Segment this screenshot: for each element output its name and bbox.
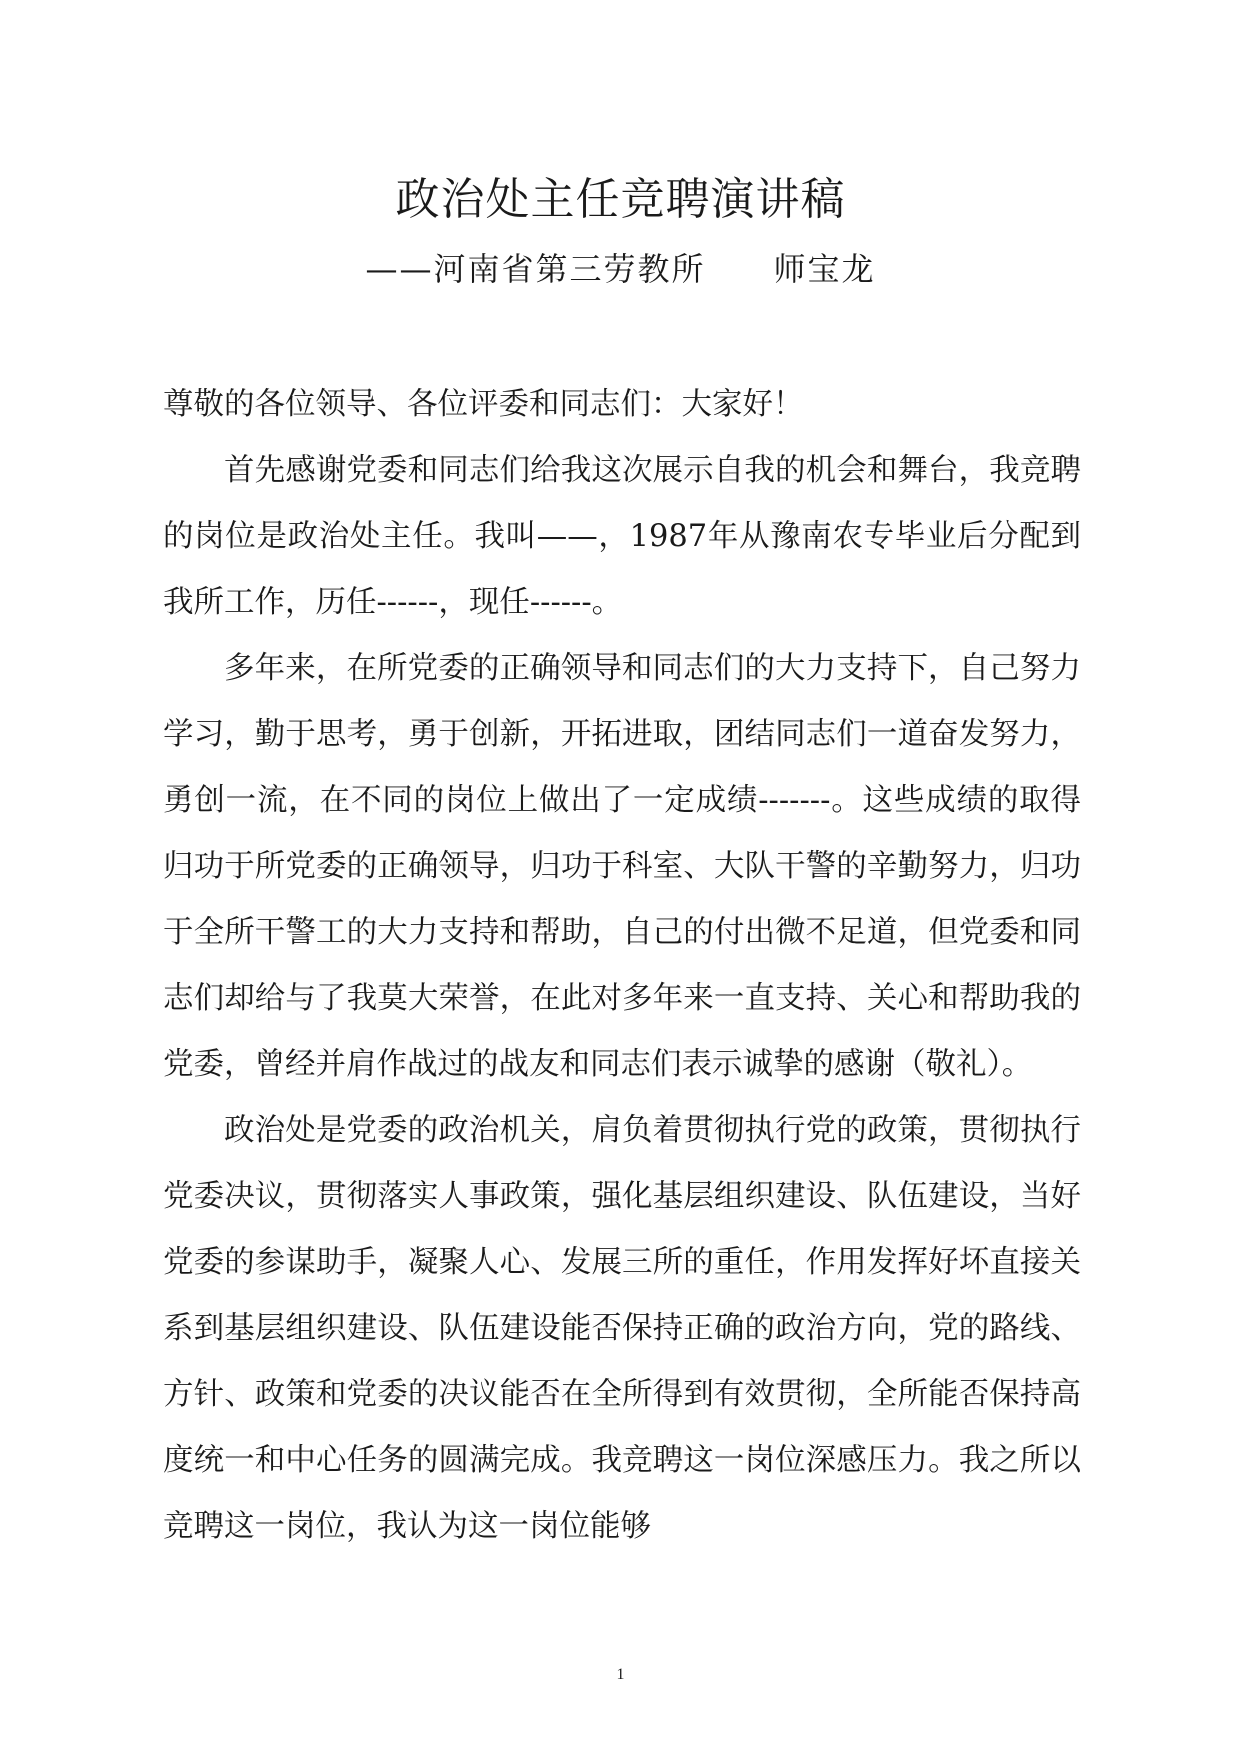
body-paragraph: 多年来，在所党委的正确领导和同志们的大力支持下，自己努力学习，勤于思考，勇于创新，开拓进取，团结同志们一道奋发努力，勇创一流，在不同的岗位上做出了一定成绩-------。这些成绩的取得归功于所党委的正确领导，归功于科室、大队干警的辛勤努力，归功于全所干警工的大力支持和帮助，自己的付出微不足道，但党委和同志们却给与了我莫大荣誉，在此对多年来一直支持、关心和帮助我的党委，曾经并肩作战过的战友和同志们表示诚挚的感谢（敬礼）。 — [163, 651, 1081, 1082]
body-paragraph: 政治处是党委的政治机关，肩负着贯彻执行党的政策，贯彻执行党委决议，贯彻落实人事政策，强化基层组织建设、队伍建设，当好党委的参谋助手，凝聚人心、发展三所的重任，作用发挥好坏直接关系到基层组织建设、队伍建设能否保持正确的政治方向，党的路线、方针、政策和党委的决议能否在全所得到有效贯彻，全所能否保持高度统一和中心任务的圆满完成。我竞聘这一岗位深感压力。我之所以竞聘这一岗位，我认为这一岗位能够 — [163, 1113, 1081, 1544]
page-number: 1 — [616, 1666, 625, 1683]
greeting-paragraph: 尊敬的各位领导、各位评委和同志们：大家好！ — [163, 387, 804, 422]
document-subtitle: ——河南省第三劳教所 师宝龙 — [365, 250, 876, 288]
body-paragraph: 首先感谢党委和同志们给我这次展示自我的机会和舞台，我竞聘的岗位是政治处主任。我叫——，1987年从豫南农专毕业后分配到我所工作，历任------，现任------。 — [163, 453, 1081, 620]
document-body — [163, 372, 1081, 1560]
document-title: 政治处主任竞聘演讲稿 — [395, 174, 846, 225]
